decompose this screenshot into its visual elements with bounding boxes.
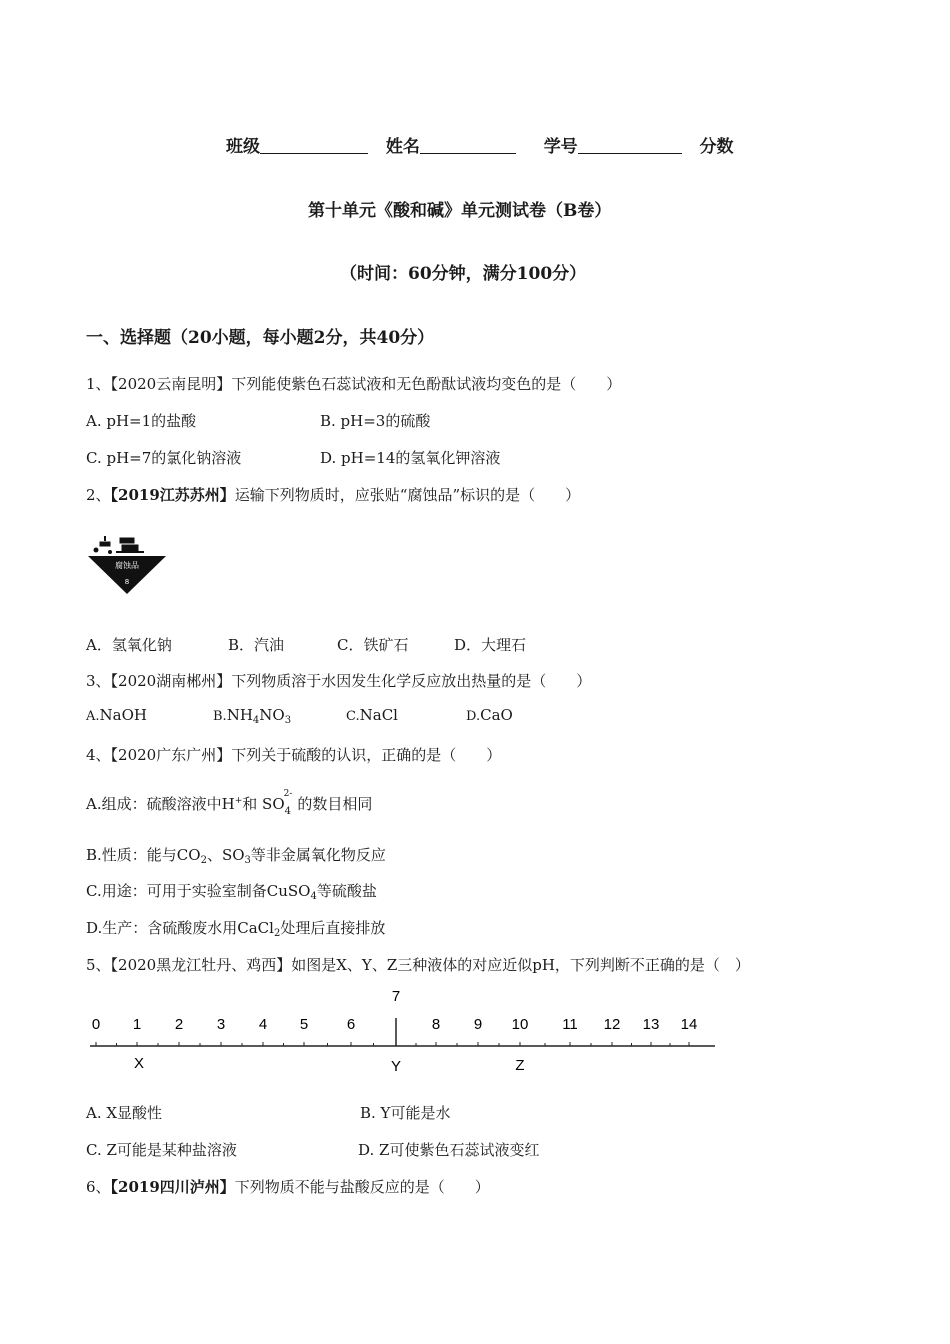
- option-text: C.用途：可用于实验室制备: [86, 882, 267, 900]
- question-number: 5、: [86, 956, 111, 974]
- sign-number: 8: [124, 578, 130, 586]
- question-stem: 如图是X、Y、Z三种液体的对应近似pH，下列判断不正确的是（ ）: [291, 956, 750, 974]
- corrosive-sign-icon: [86, 528, 168, 598]
- option-letter: B.: [213, 709, 227, 724]
- option-text: 等非金属氧化物反应: [250, 846, 386, 864]
- ph-tick-label: 11: [562, 1016, 578, 1033]
- formula-part: SO: [221, 846, 245, 864]
- q3-option-c[interactable]: [346, 706, 398, 724]
- name-label: 姓名: [385, 137, 420, 157]
- q1-option-d[interactable]: D. pH=14的氢氧化钾溶液: [320, 449, 501, 467]
- time-info: （时间：60分钟，满分100分）: [340, 264, 587, 284]
- question-source: 【2020黑龙江牡丹、鸡西】: [110, 956, 292, 974]
- option-text: A.组成：硫酸溶液中: [86, 795, 222, 813]
- option-text: D.生产：含硫酸废水用: [86, 919, 238, 937]
- formula-subscript: 2: [273, 928, 281, 939]
- question-source: 【2019四川泸州】: [110, 1178, 235, 1196]
- question-6: [86, 1176, 490, 1197]
- q4-option-c[interactable]: [86, 880, 377, 902]
- q4-option-a[interactable]: [86, 789, 373, 817]
- ph-tick-label: 13: [642, 1016, 660, 1033]
- q5-option-b[interactable]: B. Y可能是水: [360, 1104, 451, 1122]
- question-number: 4、: [86, 746, 111, 764]
- question-2: [86, 484, 580, 505]
- question-number: 2、: [86, 486, 111, 504]
- formula-part: CuSO: [266, 882, 311, 900]
- q3-option-a[interactable]: [86, 706, 147, 724]
- option-letter: A.: [86, 709, 100, 724]
- question-stem: 下列物质溶于水因发生化学反应放出热量的是（ ）: [231, 672, 592, 690]
- q2-option-a[interactable]: A．氢氧化钠: [86, 636, 172, 654]
- question-stem: 下列关于硫酸的认识，正确的是（ ）: [231, 746, 502, 764]
- formula-superscript: +: [234, 796, 243, 806]
- ph-tick-label: 1: [132, 1016, 142, 1033]
- ph-tick-label: 7: [391, 988, 401, 1005]
- ph-point-y: Y: [390, 1058, 402, 1075]
- question-number: 1、: [86, 375, 111, 393]
- formula-superscript: 2-: [283, 789, 293, 799]
- formula-subscript: 4: [310, 891, 317, 902]
- q4-option-b[interactable]: [86, 844, 386, 866]
- option-letter: C.: [346, 709, 360, 724]
- formula-subscript: 2: [200, 855, 207, 866]
- ph-tick-label: 10: [511, 1016, 529, 1033]
- formula-part: NH: [226, 706, 253, 724]
- option-formula: NaOH: [99, 706, 147, 724]
- question-4: [86, 744, 501, 765]
- class-blank[interactable]: [260, 139, 368, 154]
- q1-option-a[interactable]: A. pH=1的盐酸: [86, 412, 197, 430]
- option-text: 、: [206, 846, 222, 864]
- ph-tick-label: 6: [346, 1016, 356, 1033]
- option-formula: NaCl: [359, 706, 398, 724]
- formula-subscript: 3: [244, 855, 251, 866]
- q2-option-d[interactable]: D．大理石: [454, 636, 527, 654]
- option-text: B.性质：能与: [86, 846, 177, 864]
- ph-tick-label: 0: [91, 1016, 101, 1033]
- page-title: 第十单元《酸和碱》单元测试卷（B卷）: [308, 201, 612, 221]
- q5-option-c[interactable]: C. Z可能是某种盐溶液: [86, 1141, 237, 1159]
- score-label: 分数: [699, 137, 734, 157]
- formula-part: SO: [262, 795, 285, 813]
- q1-option-c[interactable]: C. pH=7的氯化钠溶液: [86, 449, 242, 467]
- option-text: 等硫酸盐: [316, 882, 377, 900]
- ph-tick-label: 5: [299, 1016, 309, 1033]
- option-letter: D.: [466, 709, 481, 724]
- ph-tick-label: 3: [216, 1016, 226, 1033]
- question-1: [86, 373, 621, 394]
- option-text: 处理后直接排放: [280, 919, 386, 937]
- question-stem: 运输下列物质时，应张贴“腐蚀品”标识的是（ ）: [234, 486, 581, 504]
- ph-scale-diagram: [80, 985, 730, 1085]
- ph-tick-label: 8: [431, 1016, 441, 1033]
- q4-option-d[interactable]: [86, 917, 385, 939]
- q2-option-b[interactable]: B．汽油: [228, 636, 285, 654]
- option-text: 的数目相同: [297, 795, 373, 813]
- formula-part: CO: [176, 846, 201, 864]
- id-blank[interactable]: [578, 139, 682, 154]
- question-5: [86, 954, 750, 975]
- ph-tick-label: 2: [174, 1016, 184, 1033]
- class-label: 班级: [226, 137, 260, 157]
- question-source: 【2020云南昆明】: [110, 375, 232, 393]
- ph-tick-label: 12: [603, 1016, 621, 1033]
- formula-part: CaCl: [237, 919, 274, 937]
- q2-option-c[interactable]: C．铁矿石: [337, 636, 409, 654]
- question-source: 【2020湖南郴州】: [110, 672, 232, 690]
- question-source: 【2020广东广州】: [110, 746, 232, 764]
- name-blank[interactable]: [420, 139, 516, 154]
- ph-point-z: Z: [515, 1057, 525, 1074]
- question-stem: 下列能使紫色石蕊试液和无色酚酞试液均变色的是（ ）: [231, 375, 622, 393]
- ph-tick-label: 4: [258, 1016, 268, 1033]
- formula-subscript: 3: [284, 715, 292, 726]
- ph-tick-label: 14: [680, 1016, 698, 1033]
- section-heading: 一、选择题（20小题，每小题2分，共40分）: [86, 328, 435, 348]
- student-info-line: [226, 132, 734, 157]
- ph-tick-label: 9: [473, 1016, 483, 1033]
- question-number: 3、: [86, 672, 111, 690]
- formula-subscript: 4: [284, 806, 291, 817]
- option-formula: CaO: [480, 706, 513, 724]
- question-source: 【2019江苏苏州】: [110, 486, 235, 504]
- formula-subscript: 4: [252, 715, 260, 726]
- question-stem: 下列物质不能与盐酸反应的是（ ）: [234, 1178, 490, 1196]
- q5-option-a[interactable]: A. X显酸性: [86, 1104, 163, 1122]
- q3-option-b[interactable]: [213, 706, 291, 726]
- q5-option-d[interactable]: D. Z可使紫色石蕊试液变红: [358, 1141, 540, 1159]
- id-label: 学号: [543, 137, 578, 157]
- q3-option-d[interactable]: [466, 706, 513, 724]
- formula-part: H: [221, 795, 235, 813]
- formula-part: NO: [259, 706, 285, 724]
- ph-point-x: X: [133, 1055, 145, 1072]
- sign-text: 腐蚀品: [115, 561, 139, 570]
- option-text: 和: [242, 795, 258, 813]
- question-3: [86, 670, 591, 691]
- q1-option-b[interactable]: B. pH=3的硫酸: [320, 412, 431, 430]
- question-number: 6、: [86, 1178, 111, 1196]
